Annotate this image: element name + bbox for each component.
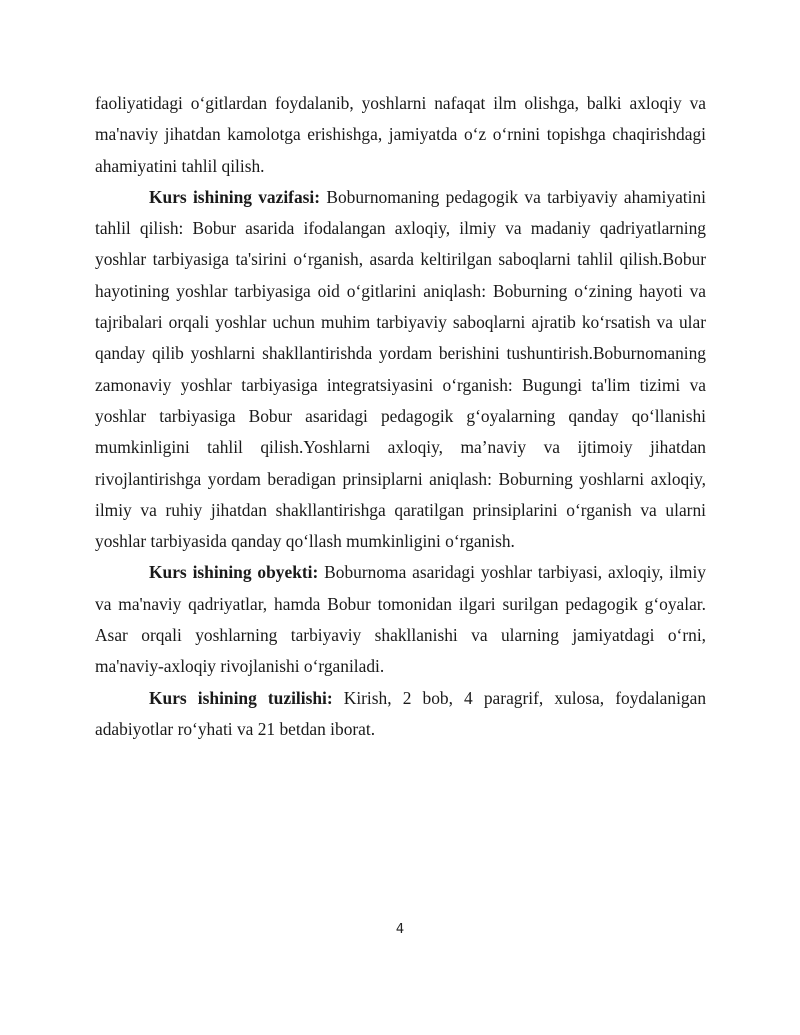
paragraph-structure xyxy=(95,683,706,746)
paragraph-text: Kirish, 2 bob, 4 paragrif, xulosa, foydalanigan adabiyotlar ro‘yhati va 21 betdan iborat. xyxy=(95,687,707,739)
paragraph-text: faoliyatidagi o‘gitlardan foydalanib, yoshlarni nafaqat ilm olishga, balki axloqiy va ma'naviy jihatdan kamolotga erishishga, jamiyatda o‘z o‘rnini topishga chaqirishdagi ahamiyatini tahlil qilish. xyxy=(95,93,706,176)
paragraph-tasks xyxy=(95,182,706,558)
paragraph-intro-continuation xyxy=(95,88,706,182)
paragraph-text: Boburnomaning pedagogik va tarbiyaviy ahamiyatini tahlil qilish: Bobur asarida ifodalangan axloqiy, ilmiy va madaniy qadriyatlarning yoshlar tarbiyasiga ta'sirini o‘rganish, asarda keltirilgan saboqlarni tahlil qilish.Bobur hayotining yoshlar tarbiyasiga oid o‘gitlarini aniqlash: Boburning o‘zining hayoti va tajribalari orqali yoshlar uchun muhim tarbiyaviy saboqlarni ajratib ko‘rsatish va ular qanday qilib yoshlarni shakllantirishda yordam berishini tushuntirish.Boburnomaning zamonaviy yoshlar tarbiyasiga integratsiyasini o‘rganish: Bugungi ta'lim tizimi va yoshlar tarbiyasiga Bobur asaridagi pedagogik g‘oyalarning qanday qo‘llanishi mumkinligini tahlil qilish.Yoshlarni axloqiy, ma’naviy va ijtimoiy jihatdan rivojlantirishga yordam beradigan prinsiplarni aniqlash: Boburning yoshlarni axloqiy, ilmiy va ruhiy jihatdan shakllantirishga qaratilgan prinsiplarini o‘rganish va ularni yoshlar tarbiyasida qanday qo‘llash mumkinligini o‘rganish. xyxy=(95,186,706,552)
paragraph-heading-object: Kurs ishining obyekti: xyxy=(149,562,319,583)
document-page xyxy=(95,88,706,745)
paragraph-heading-structure: Kurs ishining tuzilishi: xyxy=(149,687,333,708)
paragraph-text: Boburnoma asaridagi yoshlar tarbiyasi, axloqiy, ilmiy va ma'naviy qadriyatlar, hamda Bobur tomonidan ilgari surilgan pedagogik g‘oyalar. Asar orqali yoshlarning tarbiyaviy shakllanishi va ularning jamiyatdagi o‘rni, ma'naviy-axloqiy rivojlanishi o‘rganiladi. xyxy=(95,562,706,677)
paragraph-object xyxy=(95,557,706,682)
page-number: 4 xyxy=(395,922,405,937)
paragraph-heading-tasks: Kurs ishining vazifasi: xyxy=(149,186,321,207)
